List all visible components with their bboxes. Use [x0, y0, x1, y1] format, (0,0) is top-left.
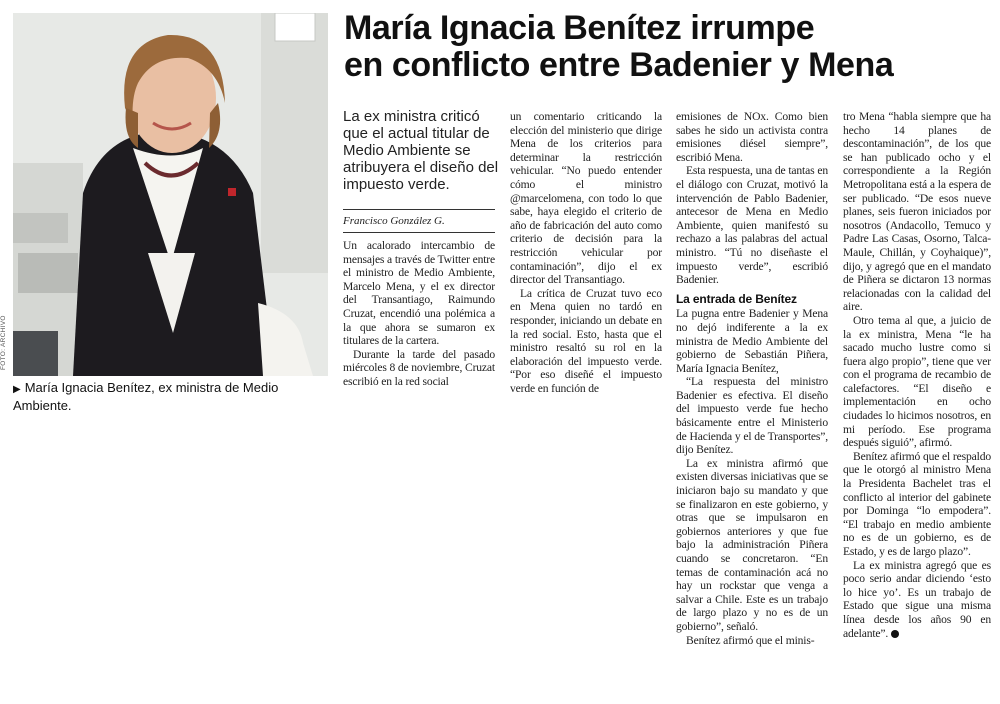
byline-rule-top [343, 209, 495, 210]
portrait-photo [13, 13, 328, 376]
paragraph: tro Mena “habla siempre que ha hecho 14 planes de descontaminación”, de los que se han publicado ocho y el correspondiente a la Región Metropolitana está a la espera de ser publicado. “De esos nueve planes, seis fueron iniciados por nosotros (Andacollo, Temuco y Padre Las Casas, Osorno, Talca-Maule, Chillán, y Coyhaique)”, dijo, y agregó que en el mandato de Piñera se dictaron 13 normas relacionadas con la calidad del aire. [843, 110, 991, 314]
article-byline: Francisco González G. [343, 215, 445, 227]
paragraph-last [843, 559, 991, 641]
subheading: La entrada de Benítez [676, 291, 797, 306]
text-column-3 [676, 110, 828, 647]
text-column-2 [510, 110, 662, 395]
paragraph: Durante la tarde del pasado miércoles 8 de noviembre, Cruzat escribió en la red social [343, 347, 495, 388]
photo-caption [13, 380, 331, 414]
paragraph: La ex ministra afirmó que existen diversas iniciativas que se iniciaron bajo su mandato y que se finalizaron en este gobierno, y otras que se impulsaron en gobiernos anteriores y que fue bajo la administración Piñera cuando se concretaron. “En temas de contaminación acá no hay un rockstar que venga a salvar a Chile. Este es un trabajo de largo plazo y no es de un gobierno”, señaló. [676, 456, 828, 633]
portrait-illustration [13, 13, 328, 376]
photo-credit: FOTO: ARCHIVO [0, 315, 7, 370]
text-column-1 [343, 239, 495, 389]
headline-line-2: en conflicto entre Badenier y Mena [344, 46, 894, 84]
paragraph: La pugna entre Badenier y Mena no dejó indiferente a la ex ministra de Medio Ambiente del gobierno de Sebastián Piñera, María Ignacia Benítez, [676, 307, 828, 375]
paragraph: Benítez afirmó que el respaldo que le otorgó al ministro Mena la Presidenta Bachelet tras el conflicto al interior del gabinete por Dominga “lo empodera”. “El trabajo en medio ambiente no es de un gobierno, es de Estado, y es de largo plazo”. [843, 449, 991, 558]
caption-text: María Ignacia Benítez, ex ministra de Medio Ambiente. [13, 380, 279, 413]
article-deck: La ex ministra criticó que el actual titular de Medio Ambiente se atribuyera el diseño del impuesto verde. [343, 108, 499, 193]
closing-text: La ex ministra agregó que es poco serio andar diciendo ‘esto lo hice yo’. Es un trabajo de Estado que sigue una misma línea desde los años 90 en adelante”. [843, 558, 991, 640]
paragraph: Benítez afirmó que el minis- [686, 633, 815, 647]
end-mark-icon [891, 630, 899, 638]
paragraph: Un acalorado intercambio de mensajes a través de Twitter entre el ministro de Medio Ambiente, Marcelo Mena, y el ex director del Transantiago, Raimundo Cruzat, encendió una polémica a la que ahora se sumaron ex titulares de la cartera. [343, 239, 495, 348]
paragraph: La crítica de Cruzat tuvo eco en Mena quien no tardó en responder, iniciando un debate en la red social. Esto, hasta que el ministro resaltó su rol en la elaboración del impuesto verde. “Por eso diseñé el impuesto verde en función de [510, 286, 662, 395]
paragraph: emisiones de NOx. Como bien sabes he sido un activista contra emisiones diésel siempre”, escribió Mena. [676, 110, 828, 164]
paragraph: un comentario criticando la elección del ministerio que dirige Mena de los criterios para determinar la restricción vehicular. “No puedo entender cómo el ministro @marcelomena, con todo lo que sabe, haya elegido el criterio de año de fabricación del auto como criterio de decisión para la restricción vehicular por contaminación”, dijo el ex director del Transantiago. [510, 110, 662, 287]
article-headline [344, 10, 994, 84]
headline-line-1: María Ignacia Benítez irrumpe [344, 9, 815, 47]
paragraph: Esta respuesta, una de tantas en el diálogo con Cruzat, motivó la intervención de Pablo Badenier, antecesor de Mena en Medio Ambiente, quien manifestó su rechazo a las palabras del actual ministro. “Tú no diseñaste el impuesto verde”, escribió Badenier. [676, 164, 828, 287]
byline-rule-bottom [343, 232, 495, 233]
paragraph: Otro tema al que, a juicio de la ex ministra, Mena “le ha sacado mucho lustre como si fuera algo propio”, tiene que ver con el programa de recambio de calefactores. “El diseño e implementación en ocho ciudades lo hicimos nosotros, en mi período. Ese programa después siguió”, afirmó. [843, 313, 991, 450]
caption-triangle-icon: ▶ [13, 384, 21, 395]
paragraph: “La respuesta del ministro Badenier es efectiva. El diseño del impuesto verde fue hecho básicamente entre el Ministerio de Hacienda y el de Transportes”, dijo Benítez. [676, 375, 828, 457]
text-column-4 [843, 110, 991, 640]
